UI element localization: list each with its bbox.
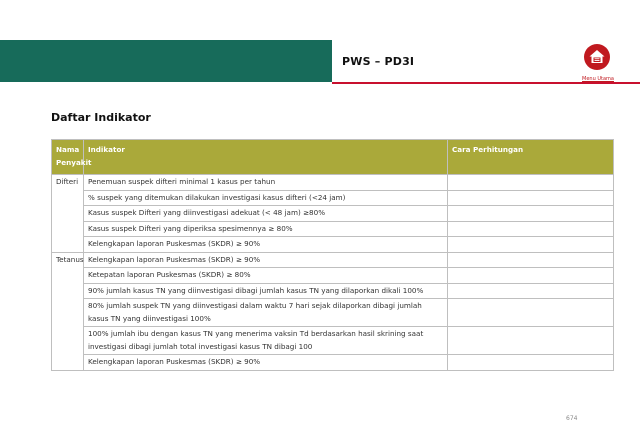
header-banner (0, 40, 332, 82)
indicator-cell: Ketepatan laporan Puskesmas (SKDR) ≥ 80% (84, 268, 448, 284)
column-header-disease: Nama Penyakit (52, 140, 84, 175)
indicator-table (51, 139, 614, 371)
indicator-cell: Kelengkapan laporan Puskesmas (SKDR) ≥ 90% (84, 252, 448, 268)
table-header-row (52, 140, 614, 175)
indicator-cell: Penemuan suspek difteri minimal 1 kasus per tahun (84, 175, 448, 191)
table-row (52, 268, 614, 284)
indicator-cell: % suspek yang ditemukan dilakukan investigasi kasus difteri (<24 jam) (84, 190, 448, 206)
indicator-cell: 90% jumlah kasus TN yang diinvestigasi dibagi jumlah kasus TN yang dilaporkan dikali 100% (84, 283, 448, 299)
calculation-cell (448, 237, 614, 253)
table-row (52, 355, 614, 371)
table-row (52, 299, 614, 327)
table-row (52, 327, 614, 355)
calculation-cell (448, 221, 614, 237)
table-row (52, 175, 614, 191)
disease-name-cell: Difteri (52, 175, 84, 253)
table-row (52, 221, 614, 237)
column-header-calculation: Cara Perhitungan (448, 140, 614, 175)
table-body (52, 175, 614, 371)
indicator-cell: 100% jumlah ibu dengan kasus TN yang menerima vaksin Td berdasarkan hasil skrining saat investigasi dibagi jumlah total investigasi kasus TN dibagi 100 (84, 327, 448, 355)
home-icon[interactable] (584, 44, 610, 70)
table-row (52, 206, 614, 222)
disease-name-cell: Tetanus (52, 252, 84, 370)
indicator-cell: Kelengkapan laporan Puskesmas (SKDR) ≥ 90% (84, 355, 448, 371)
calculation-cell (448, 268, 614, 284)
calculation-cell (448, 355, 614, 371)
calculation-cell (448, 327, 614, 355)
table-row (52, 237, 614, 253)
calculation-cell (448, 283, 614, 299)
column-header-indicator: Indikator (84, 140, 448, 175)
indicator-cell: 80% jumlah suspek TN yang diinvestigasi dalam waktu 7 hari sejak dilaporkan dibagi jumlah kasus TN yang diinvestigasi 100% (84, 299, 448, 327)
calculation-cell (448, 206, 614, 222)
calculation-cell (448, 175, 614, 191)
indicator-cell: Kasus suspek Difteri yang diinvestigasi adekuat (< 48 jam) ≥80% (84, 206, 448, 222)
page-heading: Daftar Indikator (51, 111, 151, 124)
calculation-cell (448, 299, 614, 327)
menu-utama-button[interactable] (574, 44, 622, 84)
indicator-cell: Kasus suspek Difteri yang diperiksa spesimennya ≥ 80% (84, 221, 448, 237)
table-row (52, 283, 614, 299)
table-row (52, 252, 614, 268)
table-row (52, 190, 614, 206)
page-number: 674 (566, 415, 578, 422)
page-header-title: PWS – PD3I (342, 55, 415, 68)
calculation-cell (448, 252, 614, 268)
calculation-cell (448, 190, 614, 206)
indicator-cell: Kelengkapan laporan Puskesmas (SKDR) ≥ 90% (84, 237, 448, 253)
menu-utama-link[interactable]: Menu Utama (582, 76, 614, 82)
